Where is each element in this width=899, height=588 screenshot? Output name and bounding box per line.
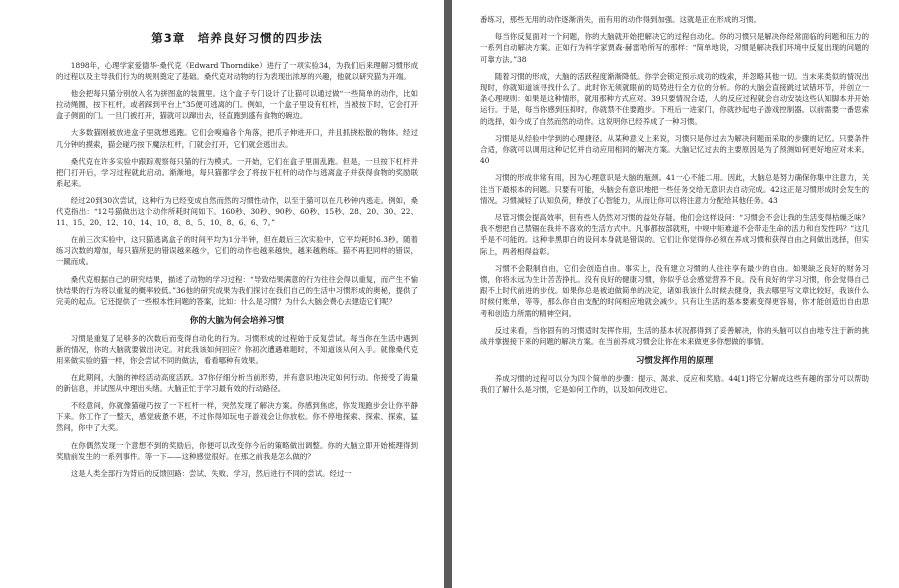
page-gutter bbox=[444, 0, 452, 588]
paragraph: 大多数猫刚被放进盒子里就想逃跑。它们会嗅遍各个角落，把爪子伸进开口，并且抓挠松散的物体。经过几分钟的摸索，猫会碰巧按下魔法杠杆，门就会打开，它们就会逃出去。 bbox=[56, 128, 418, 149]
paragraph: 随着习惯的形成，大脑的活跃程度渐渐降低。你学会锁定预示成功的线索，并忽略其他一切。当未来类似的情况出现时，你就知道该寻找什么了。此时你无须就眼前的局势进行全方位的分析。你的大脑会直接跳过试错环节，并创立一条心理规则：如果是这种情形，就用那种方式应对。39只要情况合适，人的反应过程就会自动安装这些认知脚本并开始运行。于是，每当你感到压抑时，你就禁不住要跑步。下班后一进家门，你就抄起电子游戏控制器。以前需要一番思索的选择，如今成了自然而然的动作。这说明你已经养成了一种习惯。 bbox=[480, 71, 869, 126]
paragraph: 他会把每只猫分别放入名为拼图盒的装置里。这个盒子专门设计了让猫可以通过做“一些简单的动作，比如拉动绳圈，按下杠杆，或者踩到平台上”35便可逃离的门。例如，一个盒子里设有杠杆，当被按下时，它会打开盒子侧面的门。一旦门被打开，猫就可以蹿出去，径直跑到盛有食物的碗边。 bbox=[56, 89, 418, 121]
paragraph: 桑代克在许多实验中跟踪观察每只猫的行为模式。一开始，它们在盒子里面乱跑。但是，一旦按下杠杆并把门打开后，学习过程就此启动。渐渐地，每只猫都学会了将按下杠杆的动作与逃离盒子并获得食物的奖励联系起来。 bbox=[56, 156, 418, 188]
left-page bbox=[0, 0, 444, 588]
paragraph: 养成习惯的过程可以分为四个简单的步骤：提示、渴求、反应和奖励。44[1]将它分解成这些有趣的部分可以帮助我们了解什么是习惯，它是如何工作的，以及如何改进它。 bbox=[480, 374, 869, 395]
paragraph: 桑代克根据自己的研究结果，描述了动物的学习过程：“导致结果满意的行为往往会得以重复，而产生不愉快结果的行为将以重复的概率较低。”36他的研究成果为我们探讨在我们自己的生活中习惯形成的奥秘，提供了完美的起点。它还提供了一些根本性问题的答案，比如：什么是习惯？为什么大脑会费心去建造它们呢？ bbox=[56, 274, 418, 306]
paragraph: 习惯不会限制自由，它们会创造自由。事实上，没有建立习惯的人往往享有最少的自由。如果缺乏良好的财务习惯，你将永远为生计苦苦挣扎。没有良好的健康习惯，你似乎总会感觉营养不良。没有良好的学习习惯，你会觉得自己跟不上时代前进的步伐。如果你总是被迫做简单的决定，诸如我该什么时候去健身，我去哪里写文章比较好，我该什么时候付账单，等等，那么你自由支配的时间相应地就会减少。只有让生活的基本要素变得更容易，你才能创造出自由思考和创造力所需的精神空间。 bbox=[480, 263, 869, 318]
paragraph: 番练习，那些无用的动作逐渐消失，而有用的动作得到加强。这就是正在形成的习惯。 bbox=[480, 15, 761, 24]
paragraph: 习惯是重复了足够多的次数后而变得自动化的行为。习惯形成的过程始于反复尝试。每当你在生活中遇到新的情况，你的大脑就要做出决定。对此我该如何回应？你初次遭遇难题时，不知道该从何入手。就像桑代克用来做实验的猫一样，你会尝试不同的做法，看看哪种有效果。 bbox=[56, 333, 418, 365]
paragraph: 在你偶然发现一个意想不到的奖励后，你便可以改变你今后的策略做出调整。你的大脑立即开始梳理得到奖励前发生的一系列事件。等一下——这种感觉很好。在那之前我是怎么做的？ bbox=[56, 440, 418, 461]
paragraph: 这是人类全部行为背后的反馈回路：尝试、失败、学习，然后进行不同的尝试。经过一 bbox=[70, 468, 352, 478]
section-heading: 习惯发挥作用的原理 bbox=[635, 356, 714, 367]
paragraph: 习惯是从经验中学到的心理捷径。从某种意义上来说，习惯只是你过去为解决问题而采取的步骤的记忆。只要条件合适，你就可以调用这种记忆并自动应用相同的解决方案。大脑记忆过去的主要原因是为了预测如何更好地应对未来。40 bbox=[480, 133, 869, 166]
paragraph: 1898年，心理学家爱德华·桑代克（Edward Thorndike）进行了一项实验34，为我们后来理解习惯形成的过程以及主导我们行为的规则奠定了基础。桑代克对动物的行为表现出浓厚的兴趣，他就以研究猫为开端。 bbox=[56, 61, 418, 82]
paragraph: 不经意间，你就像猫碰巧按了一下杠杆一样，突然发现了解决方案。你感到焦虑，你发现跑步会让你平静下来。你工作了一整天，感觉疲惫不堪，不过你得知玩电子游戏会让你放松。你不停地探索、探索、探索，猛然间，你中了大奖。 bbox=[56, 401, 418, 433]
section-heading: 你的大脑为何会培养习惯 bbox=[189, 315, 285, 326]
paragraph: 在前三次实验中，这只猫逃离盒子的时间平均为1分半钟，但在最后三次实验中，它平均耗时6.3秒。随着练习次数的增加，每只猫所犯的错误越来越少，它们的动作也越来越快，越来越熟练。猫不再犯同样的错误，一蹴而成。 bbox=[56, 235, 418, 267]
paragraph: 习惯的形成非常有用，因为心理意识是大脑的瓶颈。41一心不能二用。因此，大脑总是努力确保你集中注意力，关注当下最根本的问题。只要有可能，头脑会有意识地把一些任务交给无意识去自动完成。42这正是习惯形成时会发生的情况。习惯减轻了认知负荷，释放了心智能力，从而让你可以将注意力分配给其他任务。43 bbox=[480, 173, 869, 205]
chapter-title: 第3章 培养良好习惯的四步法 bbox=[151, 31, 323, 45]
paragraph: 每当你反复面对一个问题，你的大脑就开始把解决它的过程自动化。你的习惯只是解决你经常面临的问题和压力的一系列自动解决方案。正如行为科学家贾森·赫雷哈所写的那样：“简单地说，习惯是解决我们环境中反复出现的问题的可靠方法。”38 bbox=[480, 32, 869, 64]
paragraph: 尽管习惯会提高效率，但有些人仍然对习惯的益处存疑。他们会这样设问：“习惯会不会让我的生活变得枯燥乏味？我不想把自己禁锢在我并不喜欢的生活方式中。凡事都按部就班，中规中矩难道不会带走生命的活力和自发性吗？”这几乎是不可能的。这种非黑即白的设问本身就是错误的。它们让你觉得你必须在养成习惯和获得自由之间做出选择，但实际上，两者相得益彰。 bbox=[480, 213, 869, 256]
paragraph: 反过来看，当你固有的习惯适时发挥作用，生活的基本状况都得到了妥善解决，你的头脑可以自由地专注于新的挑战并掌握接下来的问题的解决方案。在当前养成习惯会让你在未来做更多你想做的事情。 bbox=[480, 325, 869, 347]
paragraph: 经过20到30次尝试，这种行为已经变成自然而然的习惯性动作，以至于猫可以在几秒钟内逃走。例如，桑代克指出：“12号猫做出这个动作所耗时间如下。160秒、30秒、90秒、60秒、15秒、28、20、30、22、11、15、20、12、10、14、10、8、8、5、10、8、6、6、7。” bbox=[56, 195, 418, 228]
right-page bbox=[452, 0, 899, 588]
paragraph: 在此期间，大脑的神经活动高度活跃。37你仔细分析当前形势，并有意识地决定如何行动。你接受了海量的新信息，并试图从中理出头绪。大脑正忙于学习最有效的行动路径。 bbox=[56, 373, 418, 394]
